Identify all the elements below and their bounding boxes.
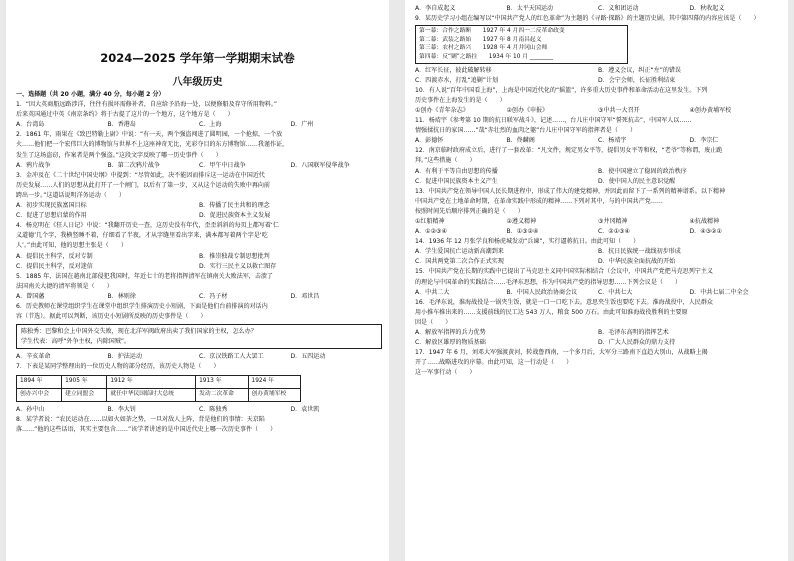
exam-page-right xyxy=(405,0,788,561)
table-cell: 发动二次革命 xyxy=(196,388,248,401)
table-cell: 1912 年 xyxy=(107,375,196,388)
question-line: 跨出一步。”这道话说明洋务运动（ ） xyxy=(16,191,125,199)
answer-option: ②遵义精神 xyxy=(506,217,537,225)
answer-option: B．第二次鸦片战争 xyxy=(107,161,161,169)
answer-options xyxy=(415,247,781,257)
answer-option: B．太平天国运动 xyxy=(506,5,553,12)
table-cell: 1894 年 xyxy=(17,375,62,388)
answer-option: A．提倡民主科学，反对专制 xyxy=(16,252,93,260)
answer-option: C．四渡赤水，打乱“追剿”计划 xyxy=(415,76,499,84)
answer-option: C．冯子材 xyxy=(199,292,228,300)
answer-option: A．初步实现民族富国目标 xyxy=(16,202,87,210)
exam-subject: 八年级历史 xyxy=(172,77,223,88)
answer-option: C．促进了思想启蒙的作用 xyxy=(16,212,87,220)
answer-option: A．红军长征，彼此破解转移 xyxy=(415,66,492,74)
answer-options xyxy=(16,405,382,415)
question-line: 火……他们把一个宏伟巨大的博物馆与世界不上这座神奇无比，光彩夺目的东方博物馆……我谨作证， xyxy=(16,141,289,149)
answer-option: A．曾国藩 xyxy=(16,292,45,300)
question-line: 10．有人说“百年中国看上海”，上海是中国近代化的“摇篮”，许多重大历史事件和革命活动在这里发生。下列 xyxy=(415,86,708,94)
table-cell: 就任中华民国临时大总统 xyxy=(107,388,196,401)
question-line: 8．某学者说：“农民运动在……以如火如荼之势，一旦对敌人上阵，背是他们的事情：天京陷 xyxy=(16,415,265,423)
answer-option: B．抗日民族统一战线初步形成 xyxy=(598,248,681,256)
box-line: 陈独秀：巴黎和会上中国外交失败，现在北洋军阀政府出卖了我们国家的主权，怎么办？ xyxy=(21,328,257,336)
answer-option: C．京汉铁路工人大罢工 xyxy=(199,353,264,361)
answer-options xyxy=(415,217,781,227)
answer-option: A．李自成起义 xyxy=(415,5,456,12)
question-line: 7．下表是某同学整理出的一位历史人物的部分经历，该历史人物是（ ） xyxy=(16,363,220,371)
question-line: 14．1936 年 12 月张学良和杨虎城发动“兵谏”，实行逼蒋抗日。由此可知（ ） xyxy=(415,238,640,246)
answer-options xyxy=(415,257,781,267)
section-heading: 一、选择题（共 20 小题，满分 40 分，每小题 2 分） xyxy=(16,91,165,98)
answer-option: A．辛亥革命 xyxy=(16,353,51,361)
answer-option: A．孙中山 xyxy=(16,405,45,413)
question-line: 发生了这场盗窃，作案者是两个强盗。”这段文字反映了哪一历史事件（ ） xyxy=(16,151,222,159)
answer-option: C．上海 xyxy=(199,121,222,129)
answer-options xyxy=(415,66,781,76)
answer-option: A．解放军指挥的兵力优势 xyxy=(415,329,486,336)
answer-option: B．使中国建立了稳固的政治秩序 xyxy=(598,167,687,175)
answer-option: C．义和团运动 xyxy=(598,5,639,12)
answer-options xyxy=(415,4,781,14)
answer-option: C．中共七大 xyxy=(598,288,633,296)
answer-option: C．促进中国民族资本主义产生 xyxy=(415,177,498,185)
answer-option: D．袁世凯 xyxy=(290,405,320,413)
question-line: 按照时间先后顺序排列正确的是（ ） xyxy=(415,207,524,215)
answer-options xyxy=(415,167,781,177)
answer-option: D．④③②① xyxy=(689,228,722,236)
answer-options xyxy=(415,136,781,146)
box-line: 学生代表：高呼“外争主权，内除国贼”。 xyxy=(21,337,131,345)
answer-option: D．邓世昌 xyxy=(290,292,320,300)
answer-options xyxy=(415,227,781,237)
question-line: 人’。”由此可知，他的思想主张是（ ） xyxy=(16,242,127,250)
answer-option: D．中华民族全面抗战的开始 xyxy=(598,258,676,266)
question-line: 15．中国共产党在长期的实践中已提出了马克思主义同中国实际相结合（会议中，中国共产党把马克思列宁主义 xyxy=(415,268,713,276)
question-line: 1．“因大英商船远路涉洋，往往有损坏需修补者，自应给予沿海一处，以便修船及存守所用物料。” xyxy=(16,101,278,109)
question-line: 6．历史教师在课堂组织学生在课堂中组织学生排演历史小短剧，下面是他们台前排演的对话内 xyxy=(16,302,268,310)
answer-option: B．中国人民政治协商会议 xyxy=(506,288,578,296)
question-line: 5．1885 年，法国在越南北部侵犯我国时，年近七十的老将指挥清军在镇南关大败法军，击溃了 xyxy=(16,272,273,280)
answer-option: ③井冈精神 xyxy=(598,217,628,225)
answer-option: D．李宗仁 xyxy=(689,137,719,145)
answer-option: A．台湾岛 xyxy=(16,121,45,129)
table-cell: 创办黄埔军校 xyxy=(248,388,300,401)
answer-option: C．解放区雄厚的物质基础 xyxy=(415,339,486,347)
answer-options xyxy=(16,262,382,272)
answer-option: B．①③②④ xyxy=(506,228,539,236)
answer-option: A．中共二大 xyxy=(415,288,450,296)
answer-options xyxy=(415,288,781,298)
question-line: 用小推车推出来的……支援前线的民工达 543 万人，粮食 500 万石。由此可知淮海战役胜利的主要原 xyxy=(415,308,688,316)
answer-option: ①红船精神 xyxy=(415,217,445,225)
answer-option: D．秋收起义 xyxy=(689,5,725,12)
dialogue-box xyxy=(16,324,382,349)
answer-option: B．香港岛 xyxy=(107,121,136,129)
exam-title: 2024—2025 学年第一学期期末试卷 xyxy=(100,51,295,65)
answer-option: ④抗战精神 xyxy=(689,217,720,225)
box-line: 第一幕：合作之路断 1927 年 4 月四一二反革命政变 xyxy=(419,28,565,35)
answer-option: A．①②③④ xyxy=(415,228,447,236)
question-line: 落……”他的这些话语，其实主要包含……”该学者讲述的是中国近代史上哪一次历史事件（ ） xyxy=(16,425,277,433)
question-line: 历史事件在上海发生的是（ ） xyxy=(415,96,506,104)
answer-option: B．李大钊 xyxy=(107,405,136,413)
question-line: 17．1947 年 6 月，刘邓大军强渡黄河，转战鲁西南，一个多月后，大军分三路南下直趋大别山，从战略上揭 xyxy=(415,349,708,357)
answer-option: B．护法运动 xyxy=(107,353,142,361)
question-line: 3．金冲及在《二十世纪中国史纲》中提到：“尽管如此，决不能因而排斥这一运动在中国近代 xyxy=(16,171,265,179)
play-outline-box xyxy=(415,25,628,63)
answer-options xyxy=(415,338,781,348)
question-line: 义道德’几个字，我横竖睡不着，仔细看了半夜，才从字缝里看出字来，满本都写着两个字是‘吃 xyxy=(16,232,268,240)
answer-option: C．②①③④ xyxy=(598,228,630,236)
answer-option: C．杨靖宇 xyxy=(598,137,627,145)
question-line: 4．杨克明在《狂人日记》中说：“我翻开历史一查，这历史没有年代，歪歪斜斜的每页上都写着‘仁 xyxy=(16,222,279,230)
question-line: 拜。”这些措施（ ） xyxy=(415,157,476,165)
question-line: 法国南关大捷的清军将领是（ ） xyxy=(16,282,113,290)
answer-option: D．实行三民主义以救亡图存 xyxy=(199,262,277,270)
answer-option: D．广州 xyxy=(290,121,314,129)
question-line: 开了……战略进攻的序幕。由此可知，这一行动是（ ） xyxy=(415,359,573,367)
answer-option: C．陈独秀 xyxy=(199,405,228,413)
answer-options xyxy=(16,352,382,362)
question-line: 情强揉抗日的家国……”哉“赤壮烈的血肉之躯”台儿庄中国守军的指挥者是（ ） xyxy=(415,127,637,135)
question-line: 13．中国共产党在领导中国人民长期进程中，形成了伟大的建党精神，并因此而留下了一系列的精神谱系。以下精神 xyxy=(415,187,726,195)
answer-option: D．八国联军侵华战争 xyxy=(290,161,350,169)
answer-option: D．广大人民群众的鼎力支持 xyxy=(598,339,676,347)
question-line: 这一军事行动（ ） xyxy=(415,369,476,377)
answer-options xyxy=(415,106,781,116)
right-question-column xyxy=(415,4,781,378)
answer-option: B．佟麟阁 xyxy=(506,137,535,145)
question-line: 后来英国通过中英《南京条约》将于古提了这片的一个地方，这个地方是（ ） xyxy=(16,111,234,119)
question-line: 16．毛泽东说，淮海战役是一锅夹生饭，就是一口一口吃下去。意思夹生饭也要吃下去。淮海战役中，人民群众 xyxy=(415,298,713,306)
answer-option: D．中共七届二中全会 xyxy=(689,288,749,296)
answer-option: B．遵义会议，纠正“左”的错误 xyxy=(598,66,681,74)
answer-option: C．国共两党第二次合作正式实现 xyxy=(415,258,504,266)
answer-option: B．林则徐 xyxy=(107,292,136,300)
answer-options xyxy=(415,76,781,86)
question-line: 历史发展……人们的思想从此打开了一个闸门，以后有了第一步，又从这个运动的失败中再向前 xyxy=(16,181,270,189)
answer-option: D．五四运动 xyxy=(290,353,326,361)
question-line: 2．1861 年，雨果在《致巴特勒上尉》中说：“有一天，两个强盗闯进了圆明园，一个抢掠，一个放 xyxy=(16,131,283,139)
box-line: 第二幕：武装之路始 1927 年 8 月南昌起义 xyxy=(419,36,542,43)
answer-option: A．鸦片战争 xyxy=(16,161,51,169)
exam-page-left xyxy=(6,0,389,561)
answer-option: A．学生爱国抗亡运动新高潮到来 xyxy=(415,248,504,256)
answer-option: A．有利于平等自由思想的传播 xyxy=(415,167,498,175)
answer-option: C．甲午中日战争 xyxy=(199,161,246,169)
question-line: 中国共产党在土地革命时期，在革命实践中形成的精神……下列对其中，与的中国共产党…… xyxy=(415,197,663,205)
question-line: 的理论与中国革命的实践结合……毛泽东思想，作为中国共产党的指导思想……下列会议是（ ） xyxy=(415,278,682,286)
box-line: 第四幕：反“剿”之路拄 1934 年 10 月 ________ xyxy=(419,53,554,60)
answer-option: ③中共一大召开 xyxy=(598,106,640,114)
question-line: 11．杨靖宇《参考第 10 期的抗日联军战斗》，记述……，台儿庄中国守军“誓死抗击”，中国军人以…… xyxy=(415,117,692,125)
question-line: 因是（ ） xyxy=(415,318,452,326)
answer-option: B．推崇独裁专制思想批判 xyxy=(199,252,270,260)
table-cell: 1924 年 xyxy=(248,375,300,388)
question-line: 容（节选）。据此可以判断，该历史小短剧所反映的历史事件是（ ） xyxy=(16,313,207,321)
answer-options xyxy=(16,201,382,211)
answer-options xyxy=(16,120,382,130)
table-cell: 建立同盟会 xyxy=(62,388,107,401)
answer-option: A．彭德怀 xyxy=(415,137,444,145)
answer-option: B．毛泽东高明的指挥艺术 xyxy=(598,329,669,336)
table-cell: 1905 年 xyxy=(62,375,107,388)
box-line: 第三幕：农村之路兴 1928 年 4 月井冈山会师 xyxy=(419,45,548,52)
table-row xyxy=(17,388,301,401)
answer-option: ④创办黄埔军校 xyxy=(689,106,732,114)
answer-option: D．促进民族资本主义发展 xyxy=(199,212,271,220)
answer-option: D．会宁会师，长征胜利结束 xyxy=(598,76,676,84)
left-question-column xyxy=(16,90,382,435)
answer-options xyxy=(16,211,382,221)
table-cell: 1913 年 xyxy=(196,375,248,388)
answer-option: D．使中国人的民主意识觉醒 xyxy=(598,177,676,185)
answer-options xyxy=(415,328,781,338)
question-line: 9．某历史学习小组在编写以“中国共产党人的红色革命”为主题的《寻路·探路》的主题历史剧，其中第四幕的内容应该是（ ） xyxy=(415,15,760,23)
answer-options xyxy=(16,252,382,262)
answer-options xyxy=(16,161,382,171)
table-cell: 创办兴中会 xyxy=(17,388,62,401)
timeline-table xyxy=(16,375,301,402)
answer-option: B．传播了民主共和的理念 xyxy=(199,202,270,210)
answer-options xyxy=(415,177,781,187)
answer-options xyxy=(16,292,382,302)
question-line: 12．南京临时政府成立后，进行了一套改革：“凡文件，规定男女平等，提倡男女平等和权，“老爷”等称谓，废止跪 xyxy=(415,147,723,155)
answer-option: ①创办《青年杂志》 xyxy=(415,106,469,114)
answer-option: C．提倡民主科学，反对迷信 xyxy=(16,262,93,270)
table-row xyxy=(17,375,301,388)
answer-option: ②创办《申报》 xyxy=(506,106,549,114)
